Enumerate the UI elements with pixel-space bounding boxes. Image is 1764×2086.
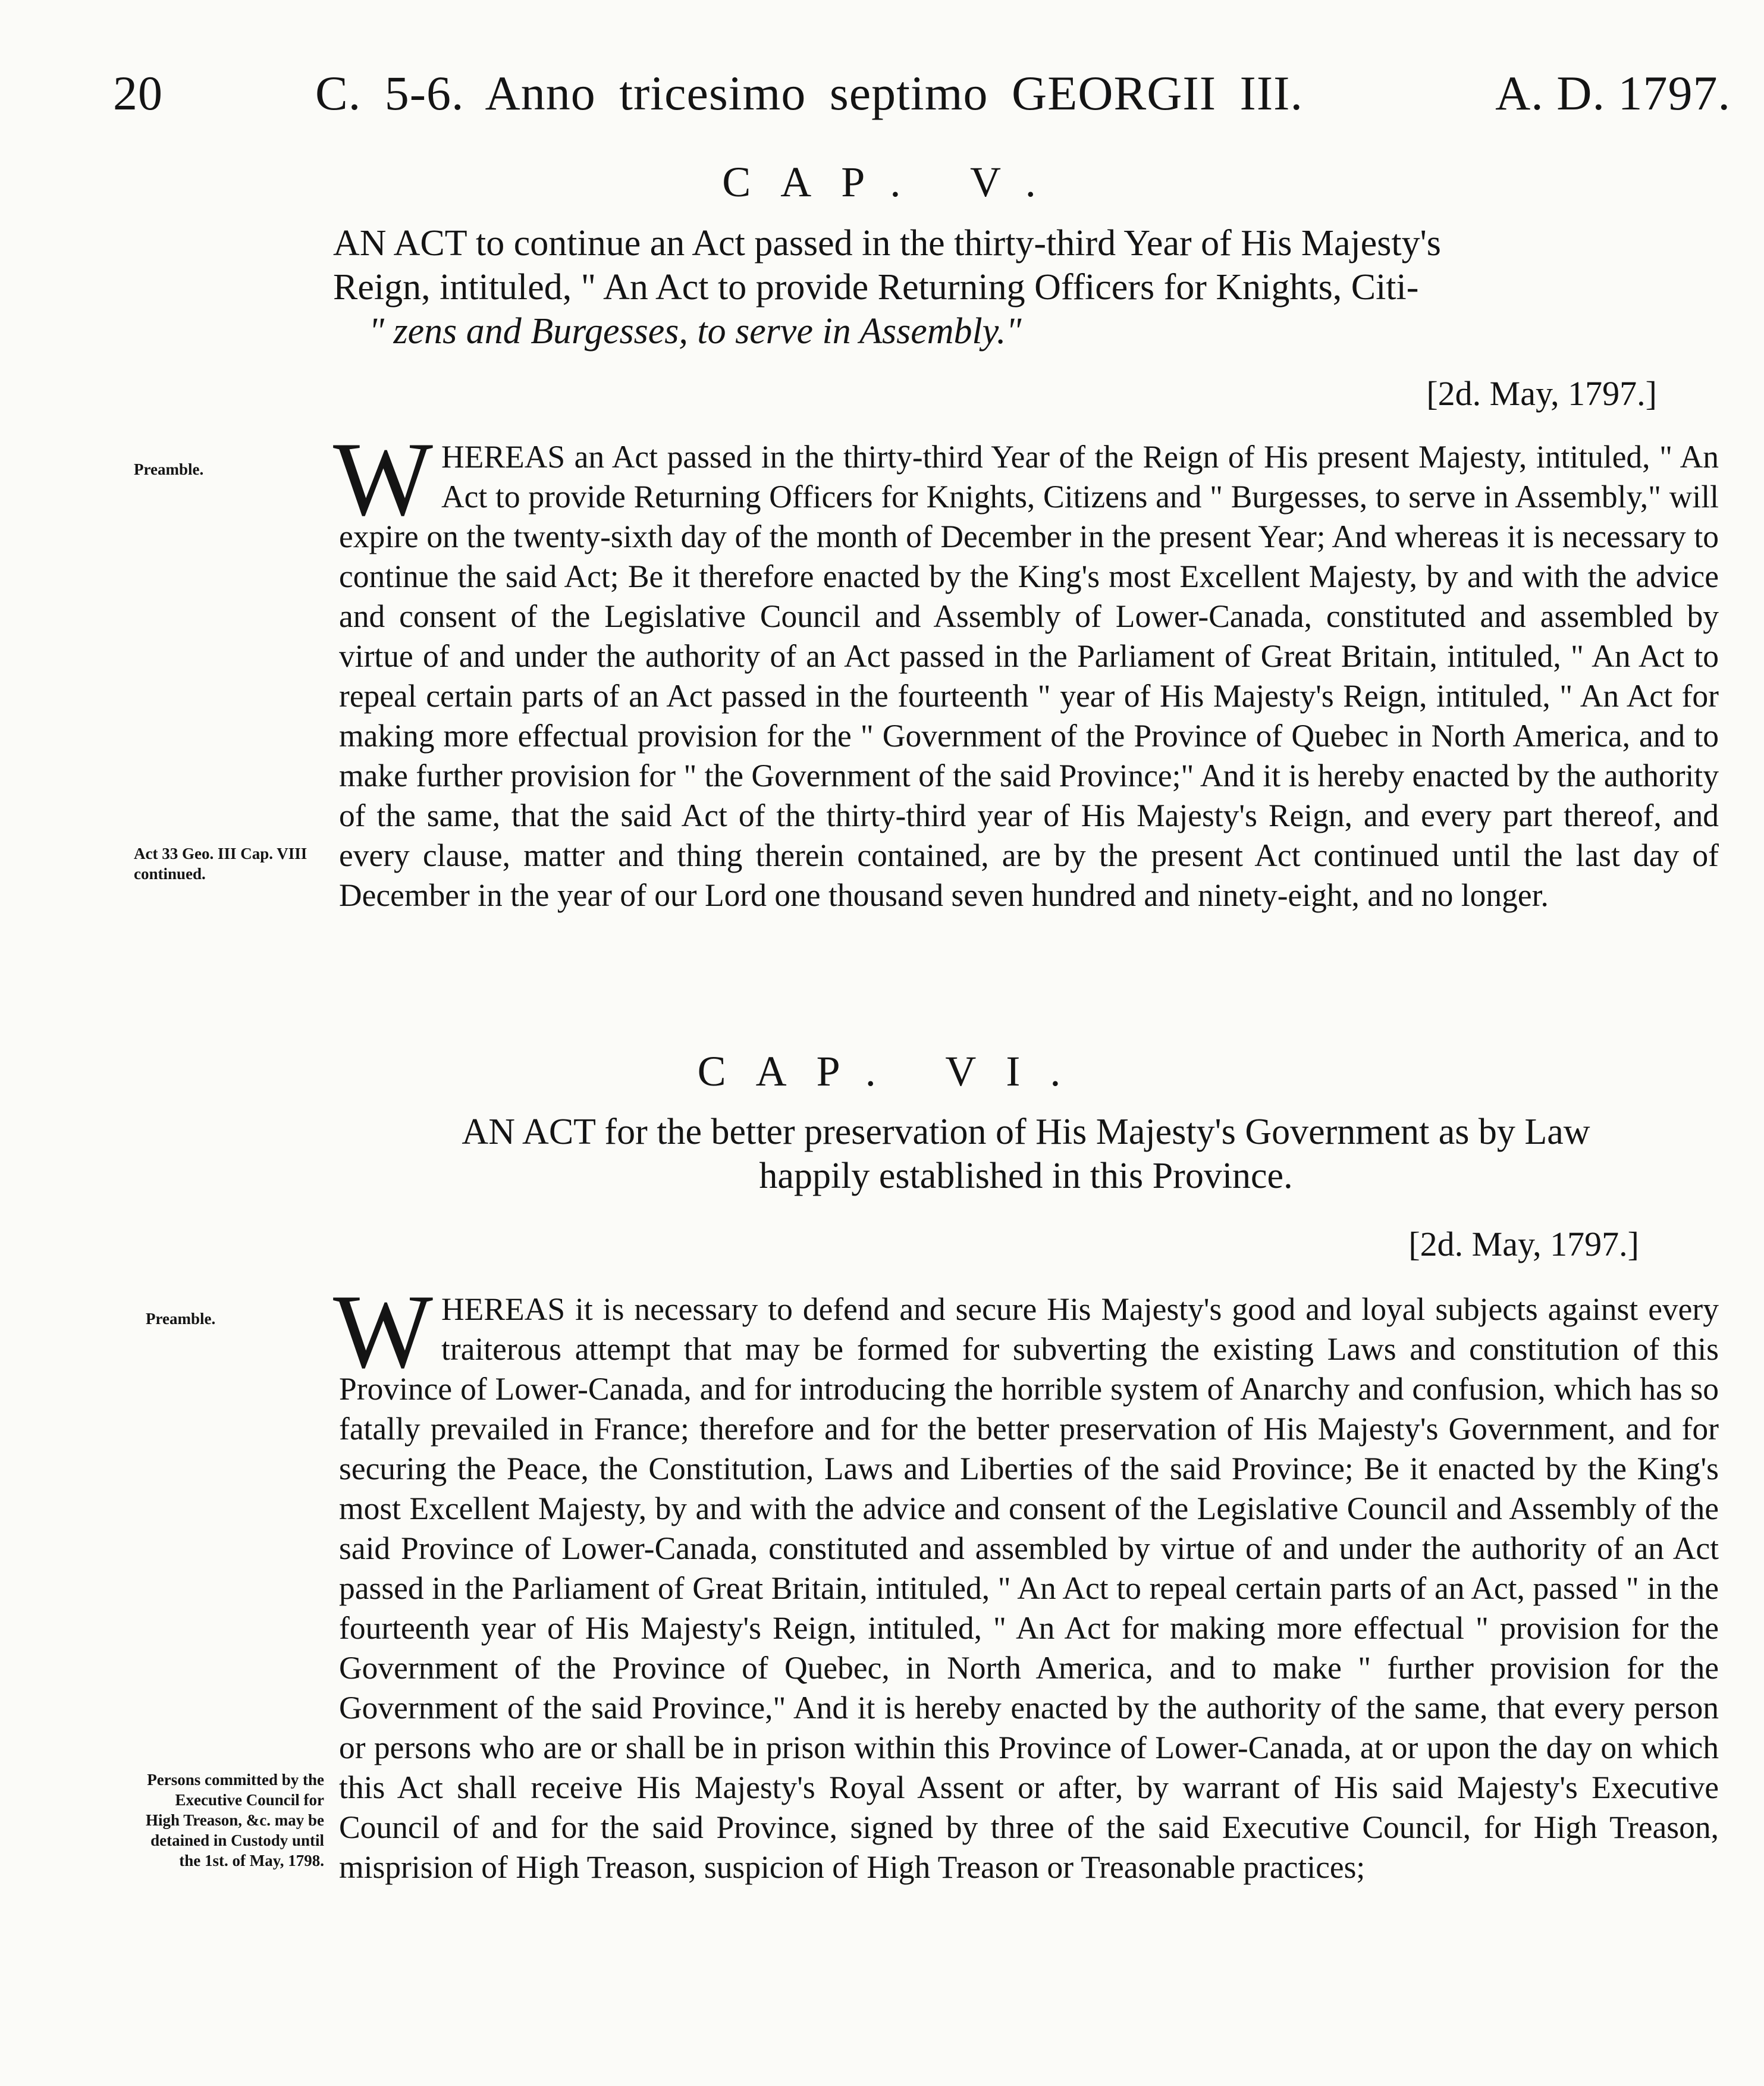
cap-5-heading: CAP. V. (722, 158, 1066, 206)
cap-5-margin-continued: Act 33 Geo. III Cap. VIII continued. (134, 845, 307, 883)
cap-6-heading: CAP. VI. (697, 1047, 1091, 1095)
cap-5-title-line-2: Reign, intituled, " An Act to provide Returning Officers for Knights, Citi- (333, 267, 1419, 308)
cap-6-body (333, 1272, 1719, 1887)
cap-6-dropcap: W (333, 1272, 434, 1390)
cap-6-title (333, 1110, 1719, 1198)
running-year: A. D. 1797. (1495, 66, 1731, 120)
cap-5-body (333, 420, 1719, 915)
running-title: C. 5-6. Anno tricesimo septimo GEORGII III. (315, 66, 1303, 120)
cap-6-title-line-2: happily established in this Province. (759, 1156, 1293, 1196)
cap-5-title (333, 221, 1719, 353)
running-header (107, 65, 1731, 137)
cap-5-title-line-1: AN ACT to continue an Act passed in the thirty-third Year of His Majesty's (333, 223, 1441, 264)
page-number: 20 (113, 66, 163, 120)
cap-6-body-text: HEREAS it is necessary to defend and secure His Majesty's good and loyal subjects against every traiterous attempt that may be formed for subverting the existing Laws and constitution of this Province of Lower-Canada, and for introducing the horrible system of Anarchy and confusion, which has so fatally prevailed in France; therefore and for the better preservation of His Majesty's Government, and for securing the Peace, the Constitution, Laws and Liberties of the said Province; Be it enacted by the King's most Excellent Majesty, by and with the advice and consent of the Legislative Council and Assembly of the said Province of Lower-Canada, constituted and assembled by virtue of and under the authority of an Act passed in the Parliament of Great Britain, intituled, " An Act to repeal certain parts of an Act, passed " in the fourteenth year of His Majesty's Reign, intituled, " An Act for making more effectual " provision for the Government of the Province of Quebec, in North America, and to make " further provision for the Government of the said Province," And it is hereby enacted by the authority of the same, that every person or persons who are or shall be in prison within this Province of Lower-Canada, at or upon the day on which this Act shall receive His Majesty's Royal Assent or after, by warrant of His said Majesty's Executive Council of and for the said Province, signed by three of the said Executive Council, for High Treason, misprision of High Treason, suspicion of High Treason or Treasonable practices; (339, 1291, 1719, 1885)
cap-6-margin-persons: Persons committed by the Executive Council for High Treason, &c. may be detained in Custody until the 1st. of May, 1798. (146, 1771, 325, 1869)
cap-5-title-line-3: " zens and Burgesses, to serve in Assembly." (369, 311, 1022, 352)
cap-6-margin-preamble: Preamble. (146, 1310, 216, 1328)
cap-6-title-line-1: AN ACT for the better preservation of His Majesty's Government as by Law (462, 1112, 1590, 1152)
cap-5-body-text: HEREAS an Act passed in the thirty-third Year of the Reign of His present Majesty, intituled, " An Act to provide Returning Officers for Knights, Citizens and " Burgesses, to serve in Assembly," will expire on the twenty-sixth day of the month of December in the present Year; And whereas it is necessary to continue the said Act; Be it therefore enacted by the King's most Excellent Majesty, by and with the advice and consent of the Legislative Council and Assembly of Lower-Canada, constituted and assembled by virtue of and under the authority of an Act passed in the Parliament of Great Britain, intituled, " An Act to repeal certain parts of an Act passed in the fourteenth " year of His Majesty's Reign, intituled, " An Act for making more effectual provision for the " Government of the Province of Quebec in North America, and to make further provision for " the Government of the said Province;" And it is hereby enacted by the authority of the same, that the said Act of the thirty-third year of His Majesty's Reign, and every part thereof, and every clause, matter and thing therein contained, are by the present Act continued until the last day of December in the year of our Lord one thousand seven hundred and ninety-eight, and no longer. (339, 439, 1719, 913)
cap-5-date: [2d. May, 1797.] (1426, 374, 1657, 413)
cap-5-margin-preamble: Preamble. (134, 460, 204, 478)
cap-5-dropcap: W (333, 420, 434, 538)
cap-6-date: [2d. May, 1797.] (1408, 1225, 1639, 1263)
